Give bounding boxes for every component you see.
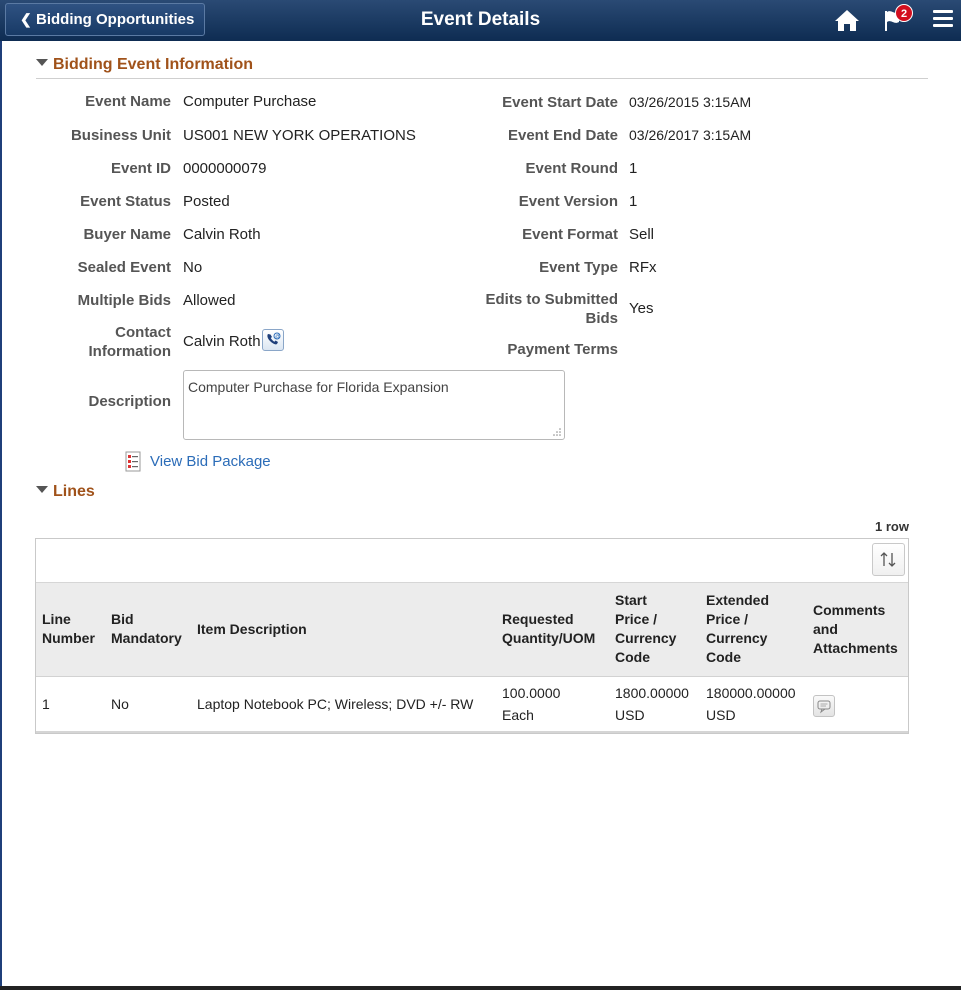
event-format-label: Event Format bbox=[522, 226, 618, 243]
buyer-name-label: Buyer Name bbox=[83, 226, 171, 243]
contact-value: Calvin Roth bbox=[183, 333, 261, 350]
row-count: 1 row bbox=[875, 519, 909, 534]
event-name-label: Event Name bbox=[85, 93, 171, 110]
view-bid-package-link[interactable]: View Bid Package bbox=[150, 453, 271, 470]
event-status-label: Event Status bbox=[80, 193, 171, 210]
cell-bid-mandatory: No bbox=[111, 696, 129, 712]
business-unit-label: Business Unit bbox=[70, 127, 171, 144]
col-item-description[interactable]: Item Description bbox=[197, 621, 307, 637]
business-unit-value: US001 NEW YORK OPERATIONS bbox=[183, 127, 416, 144]
col-requested-quantity[interactable]: Requested Quantity/UOM bbox=[502, 611, 596, 646]
edits-value: Yes bbox=[629, 300, 654, 317]
multiple-bids-value: Allowed bbox=[183, 292, 236, 309]
page-title: Event Details bbox=[420, 9, 541, 30]
sealed-event-label: Sealed Event bbox=[77, 259, 171, 276]
home-icon[interactable] bbox=[834, 8, 860, 32]
description-text: Computer Purchase for Florida Expansion bbox=[188, 379, 449, 395]
description-field[interactable] bbox=[183, 370, 565, 440]
cell-start-price: 1800.00000 USD bbox=[615, 685, 689, 723]
start-date-value: 03/26/2015 3:15AM bbox=[629, 94, 752, 110]
comment-button[interactable] bbox=[813, 695, 835, 717]
sealed-event-value: No bbox=[183, 259, 203, 276]
event-id-value: 0000000079 bbox=[183, 160, 267, 177]
event-round-value: 1 bbox=[629, 160, 638, 177]
cell-item-description: Laptop Notebook PC; Wireless; DVD +/- RW bbox=[197, 696, 474, 712]
sort-icon bbox=[873, 544, 904, 575]
multiple-bids-label: Multiple Bids bbox=[77, 292, 171, 309]
top-banner bbox=[0, 0, 961, 41]
contact-information-label bbox=[40, 323, 171, 361]
edits-label-line2: Bids bbox=[585, 310, 618, 327]
grid-bottom-border bbox=[36, 731, 908, 733]
notification-badge: 2 bbox=[895, 4, 913, 22]
event-version-label: Event Version bbox=[518, 193, 618, 210]
window-bottom-edge bbox=[0, 986, 961, 990]
grid-header-row bbox=[36, 583, 908, 677]
col-line-number[interactable]: Line Number bbox=[42, 611, 95, 646]
svg-text:@: @ bbox=[275, 334, 281, 340]
event-id-label: Event ID bbox=[110, 160, 171, 177]
section-divider bbox=[36, 78, 928, 79]
edits-label-line1: Edits to Submitted bbox=[485, 291, 618, 308]
hamburger-menu-icon[interactable] bbox=[933, 10, 953, 30]
sort-button[interactable] bbox=[872, 543, 905, 576]
event-name-value: Computer Purchase bbox=[183, 93, 317, 110]
section-lines[interactable] bbox=[36, 483, 95, 501]
end-date-value: 03/26/2017 3:15AM bbox=[629, 127, 752, 143]
contact-label-line1: Contact bbox=[115, 324, 171, 341]
event-round-label: Event Round bbox=[525, 160, 618, 177]
event-version-value: 1 bbox=[629, 193, 638, 210]
chevron-left-icon: ❮ bbox=[20, 11, 32, 27]
contact-label-line2: Information bbox=[88, 343, 171, 360]
window-left-edge bbox=[0, 0, 2, 990]
buyer-name-value: Calvin Roth bbox=[183, 226, 261, 243]
section-title: Bidding Event Information bbox=[53, 56, 253, 73]
section-title: Lines bbox=[53, 483, 95, 500]
col-extended-price[interactable]: Extended Price / Currency Code bbox=[706, 592, 770, 665]
back-button-label: Bidding Opportunities bbox=[36, 11, 195, 28]
end-date-label: Event End Date bbox=[507, 127, 618, 144]
edits-to-submitted-bids-label bbox=[440, 290, 618, 328]
event-type-label: Event Type bbox=[539, 259, 618, 276]
bid-package-icon[interactable] bbox=[124, 451, 143, 472]
contact-phone-icon[interactable] bbox=[262, 329, 284, 351]
cell-extended-price: 180000.00000 USD bbox=[706, 685, 796, 723]
event-type-value: RFx bbox=[629, 259, 657, 276]
start-date-label: Event Start Date bbox=[502, 94, 618, 111]
section-bidding-event-info[interactable] bbox=[36, 56, 253, 74]
col-bid-mandatory[interactable]: Bid Mandatory bbox=[111, 611, 182, 646]
grid-toolbar bbox=[36, 539, 908, 583]
lines-grid bbox=[35, 538, 909, 734]
cell-line-number: 1 bbox=[42, 696, 50, 712]
cell-requested-qty: 100.0000 Each bbox=[502, 685, 561, 723]
description-label: Description bbox=[88, 393, 171, 410]
event-status-value: Posted bbox=[183, 193, 230, 210]
event-format-value: Sell bbox=[629, 226, 655, 243]
collapse-triangle-icon bbox=[36, 486, 48, 493]
col-comments-attachments[interactable]: Comments and Attachments bbox=[813, 602, 898, 656]
comment-icon bbox=[814, 696, 834, 716]
payment-terms-label: Payment Terms bbox=[507, 341, 618, 358]
col-start-price[interactable]: Start Price / Currency Code bbox=[615, 592, 677, 665]
resize-grip-icon[interactable] bbox=[553, 428, 561, 436]
collapse-triangle-icon bbox=[36, 59, 48, 66]
